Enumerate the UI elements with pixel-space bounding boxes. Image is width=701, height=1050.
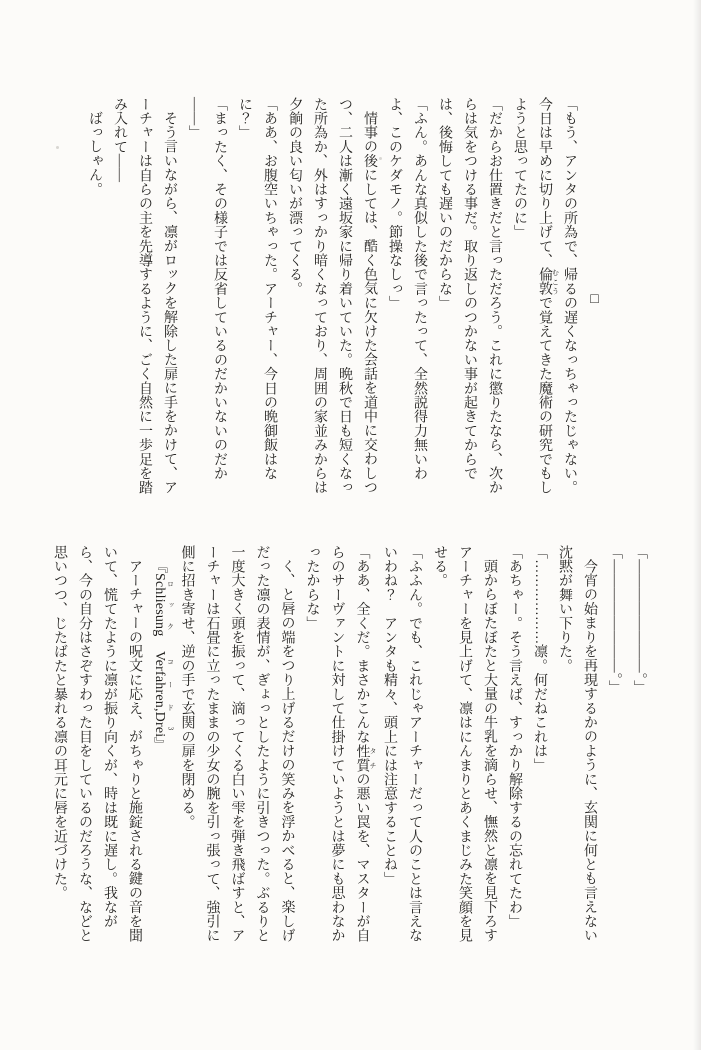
bottom-paragraph-3: 今宵の始まりを再現するかのように、玄関に何とも言えない沈黙が舞い下りた。 <box>557 545 597 943</box>
bottom-paragraph-7: 「ふふん。でも、これじゃアーチャーだって人のことは言えないわね？ アンタも精々、頭上には注意することね」 <box>382 545 422 943</box>
top-paragraph-6: 「ああ、お腹空いちゃった。アーチャー、今日の晩御飯はなに？」 <box>237 97 277 481</box>
top-paragraph-5: 情事の後にしては、酷く色気に欠けた会話を道中に交わしつつ、二人は漸く遠坂家に帰り着いていた。晩秋で日も短くなった所為か、外はすっかり暗くなっており、周囲の家並みからは夕餉の良い匂いが漂ってくる。 <box>287 97 377 495</box>
top-paragraph-9: ばっしゃん。 <box>87 111 102 197</box>
bottom-paragraph-5: 「あちゃー。そう言えば、すっかり解除するの忘れてたわ」 <box>507 545 522 929</box>
spell-line: 『Schliesung ロック Verfahren,Drei コード3』 <box>152 559 175 752</box>
top-paragraph-3: 「だからお仕置きだと言っただろう。これに懲りたなら、次からは気をつける事だ。取り返しのつかない事が起きてからでは、後悔しても遅いのだからな」 <box>437 97 502 495</box>
bottom-paragraph-6: 頭からぼたぼたと大量の牛乳を滴らせ、憮然と凛を見下ろすアーチャーを見上げて、凛はにんまりとあくまじみた笑顔を見せる。 <box>432 545 497 943</box>
section-divider: □ <box>587 292 602 308</box>
bottom-paragraph-9: く、と唇の端をつり上げるだけの笑みを浮かべると、楽しげだった凛の表情が、ぎょっとしたように引きつった。ぶるりと一度大きく頭を振って、滴ってくる白い雫を弾き飛ばすと、アーチャーは石畳に立ったままの少女の腕を引っ張って、強引に側に招き寄せ、逆の手で玄関の扉を閉める。 <box>179 545 295 943</box>
scan-speck <box>379 157 382 160</box>
scan-edge-shadow <box>693 0 701 1050</box>
bottom-paragraph-4: 「………………凛。何だねこれは」 <box>532 545 547 773</box>
top-text-block <box>82 97 607 503</box>
bottom-paragraph-8: 「ああ、全くだ。まさかこんな性質 タチの悪い罠を、マスターが自らのサーヴァントに対して仕掛けていようとは夢にも思わなかったからな」 <box>304 545 377 943</box>
furigana-term: 性質 タチ <box>354 743 377 773</box>
bottom-paragraph-11: アーチャーの呪文に応え、がちゃりと施錠される鍵の音を聞いて、慌てたように凛が振り向くが、時は既に遅し。我ながら、今の自分はさぞすわった目をしているのだろうな、などと思いつつ、じたばたと暴れる凛の耳元に唇を近づけた。 <box>52 545 142 943</box>
bottom-paragraph-2: 「――――――――。」 <box>607 545 622 695</box>
top-paragraph-2: 「もう、アンタの所為で、帰るの遅くなっちゃったじゃない。今日は早めに切り上げて、倫敦 むこうで覚えてきた魔術の研究でもしようと思ってたのに」 <box>512 97 577 495</box>
top-paragraph-7: 「まったく、その様子では反省しているのだかいないのだか――」 <box>187 97 227 481</box>
top-paragraph-8: そう言いながら、凛がロックを解除した扉に手をかけて、アーチャーは自らの主を先導するように、ごく自然に一歩足を踏み入れて―― <box>112 97 177 495</box>
top-paragraph-4: 「ふん。あんな真似した後で言ったって、全然説得力無いわよ、このケダモノ。節操なしっ」 <box>387 97 427 481</box>
furigana-term: Schliesung ロック <box>152 573 175 637</box>
bottom-text-block <box>47 545 652 951</box>
scan-speck <box>56 146 59 149</box>
furigana-term: 倫敦 むこう <box>537 267 560 296</box>
furigana-term: Verfahren,Drei コード3 <box>152 650 175 738</box>
bottom-paragraph-1: 「――――――――。」 <box>632 545 647 695</box>
